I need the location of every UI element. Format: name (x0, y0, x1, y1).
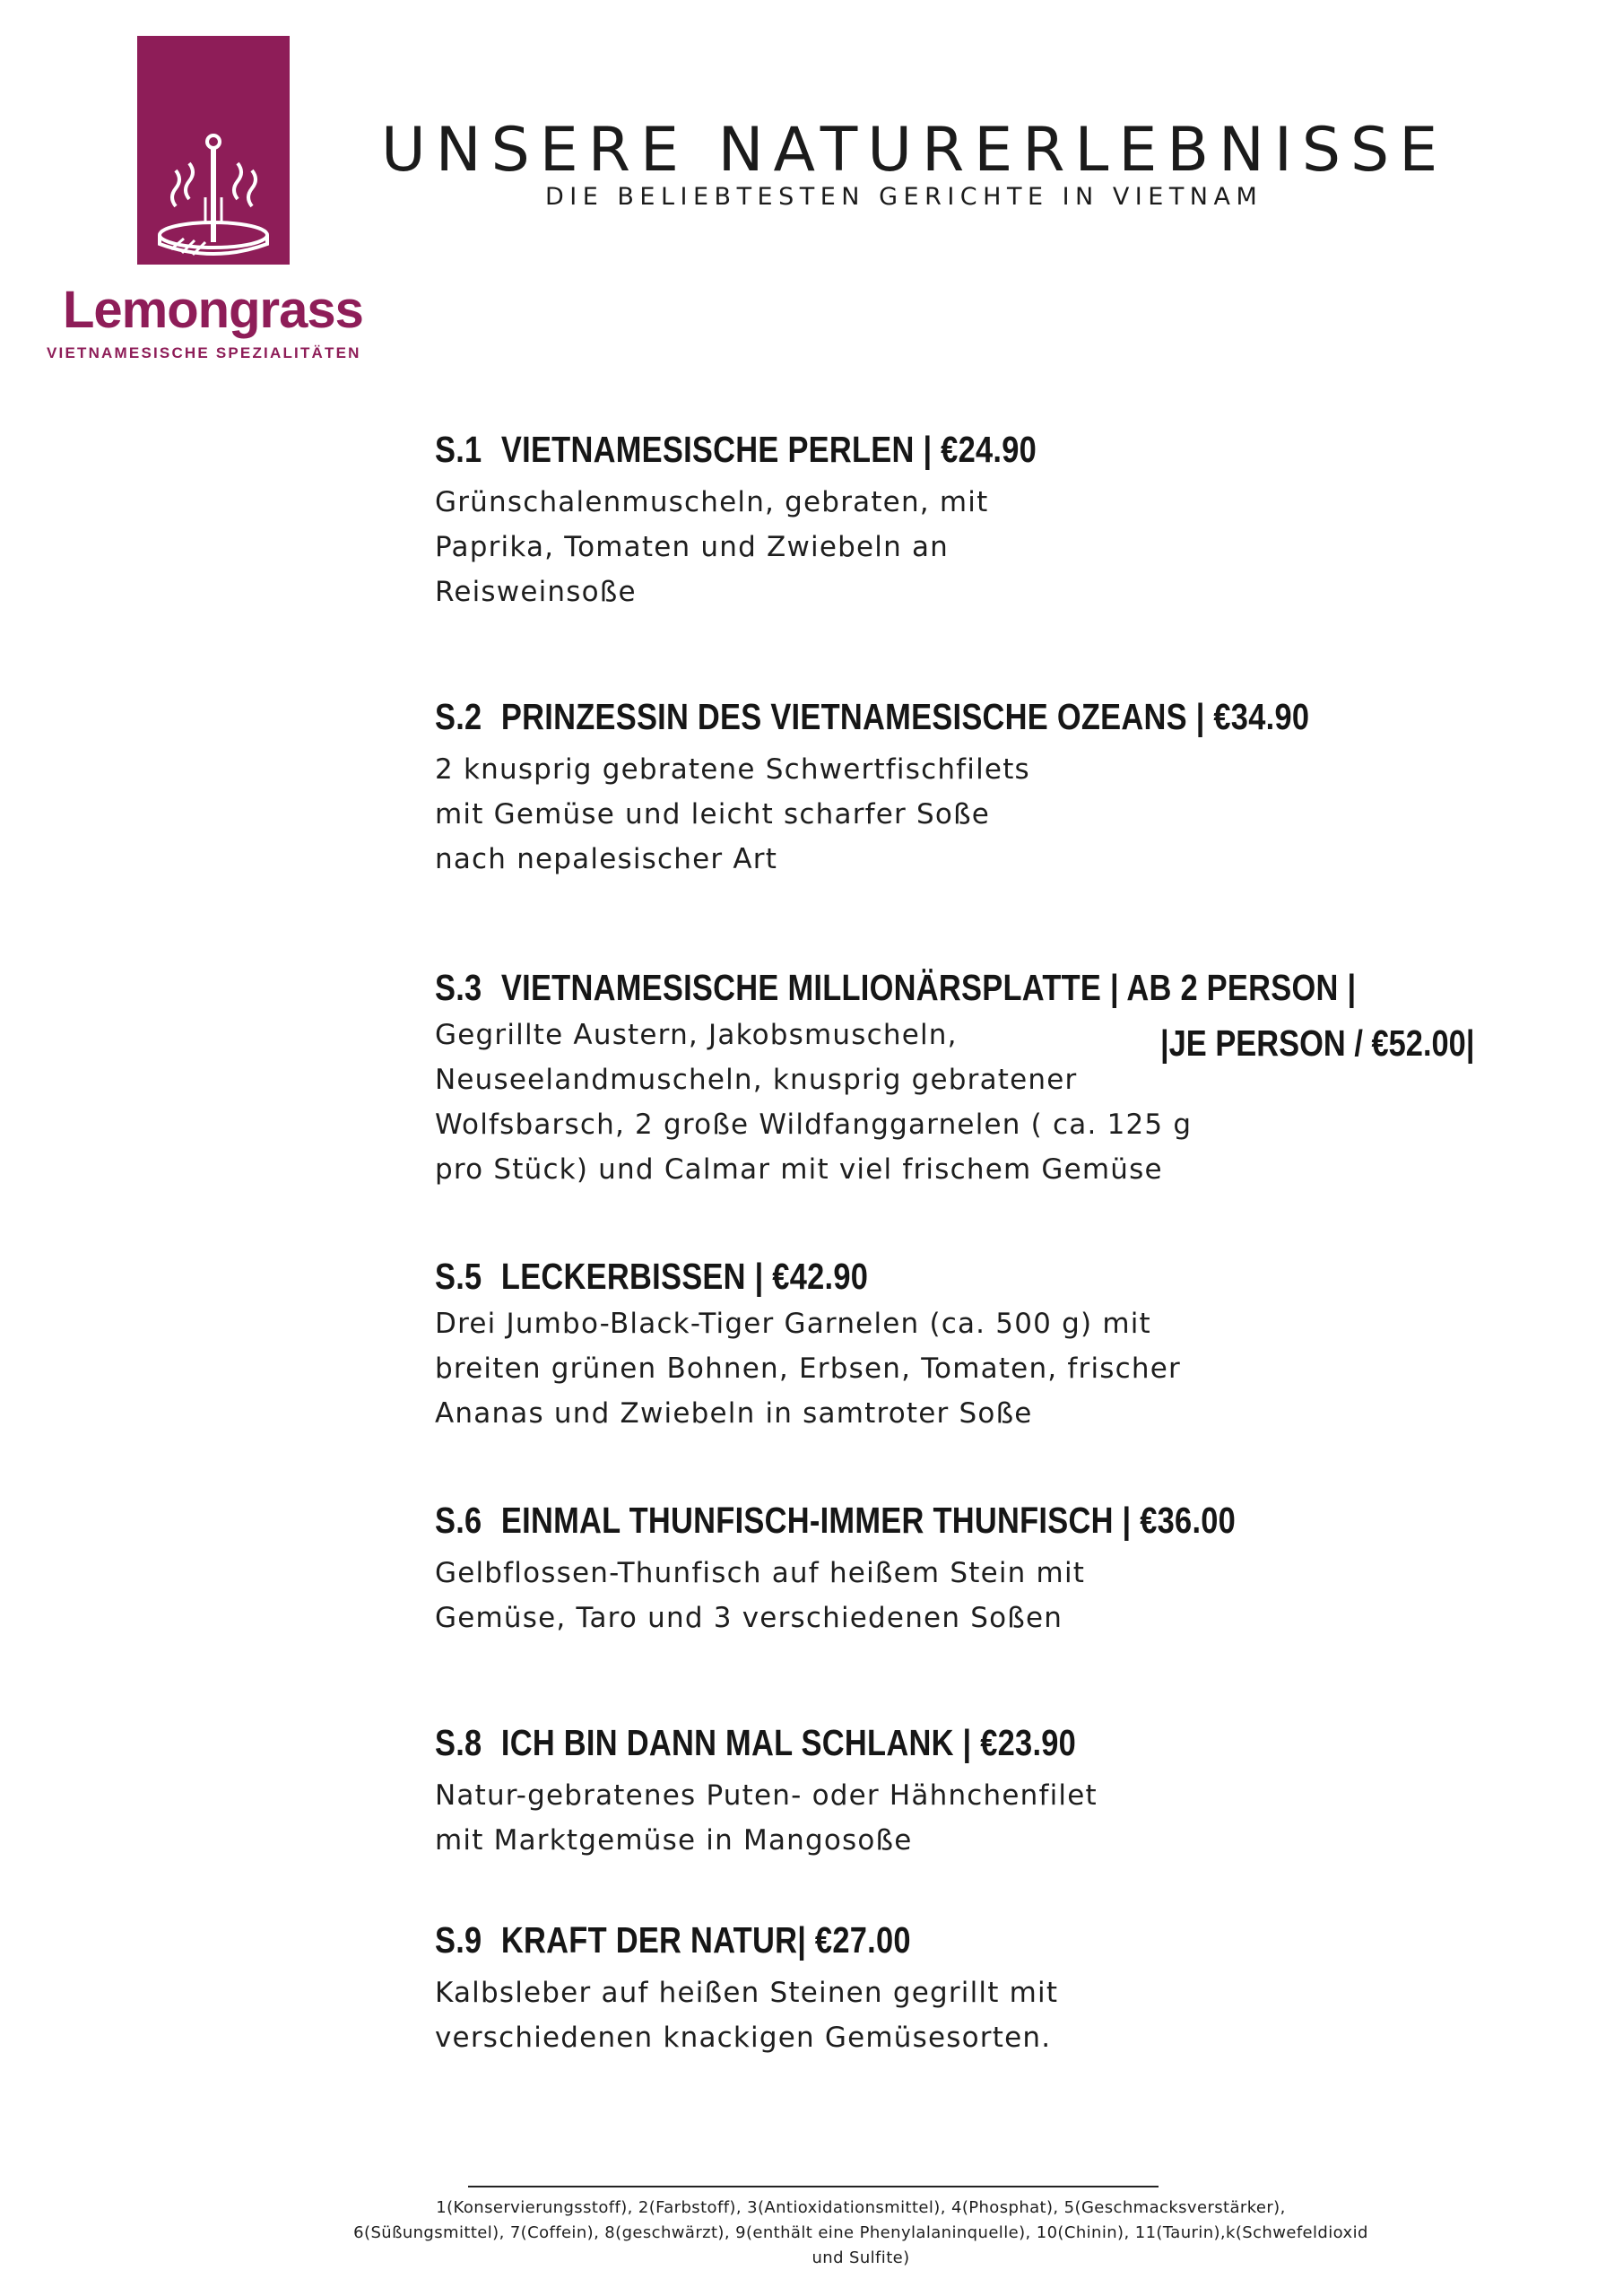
description-line: Wolfsbarsch, 2 große Wildfanggarnelen ( ca. 125 g (435, 1109, 1193, 1141)
dish-heading (435, 696, 1414, 738)
grill-plate-icon (137, 36, 290, 265)
description-line: 2 knusprig gebratene Schwertfischfilets (435, 753, 1030, 786)
description-line: Gegrillte Austern, Jakobsmuscheln, (435, 1019, 958, 1051)
menu-item (435, 696, 1601, 882)
logo-mark (137, 36, 290, 265)
brand-name: Lemongrass (63, 281, 363, 339)
dish-title: EINMAL THUNFISCH-IMMER THUNFISCH | €36.00 (500, 1500, 1237, 1541)
description-line: nach nepalesischer Art (435, 843, 778, 875)
brand-tagline: VIETNAMESISCHE SPEZIALITÄTEN (47, 344, 361, 361)
dish-code: S.6 (435, 1500, 482, 1541)
description-line: breiten grünen Bohnen, Erbsen, Tomaten, frischer (435, 1352, 1181, 1385)
description-line: Paprika, Tomaten und Zwiebeln an (435, 531, 950, 563)
description-line: Kalbsleber auf heißen Steinen gegrillt mit (435, 1977, 1059, 2009)
dish-heading (435, 429, 1414, 471)
dish-heading (435, 1500, 1414, 1542)
dish-title: LECKERBISSEN | €42.90 (500, 1256, 869, 1297)
dish-heading (435, 1256, 1414, 1298)
dish-code: S.8 (435, 1722, 482, 1763)
description-line: Grünschalenmuscheln, gebraten, mit (435, 486, 989, 518)
page-title: UNSERE NATURERLEBNISSE (381, 115, 1448, 186)
dish-code: S.2 (435, 696, 482, 737)
description-line: mit Gemüse und leicht scharfer Soße (435, 798, 991, 831)
dish-description (435, 1970, 1601, 2060)
description-line: Natur-gebratenes Puten- oder Hähnchenfilet (435, 1779, 1098, 1812)
menu-item (435, 429, 1601, 614)
menu-item (435, 1500, 1601, 1640)
description-line: Drei Jumbo-Black-Tiger Garnelen (ca. 500 g) mit (435, 1308, 1151, 1340)
description-line: pro Stück) und Calmar mit viel frischem Gemüse (435, 1153, 1163, 1186)
dish-description (435, 1301, 1601, 1436)
dish-code: S.3 (435, 967, 482, 1008)
dish-title: VIETNAMESISCHE MILLIONÄRSPLATTE | AB 2 PERSON | (500, 967, 1357, 1008)
dish-description (435, 1773, 1601, 1863)
menu-item (435, 967, 1601, 1192)
dish-description (435, 1551, 1601, 1640)
description-line: Ananas und Zwiebeln in samtroter Soße (435, 1397, 1033, 1430)
dish-code: S.5 (435, 1256, 482, 1297)
dish-title: PRINZESSIN DES VIETNAMESISCHE OZEANS | €34.90 (500, 696, 1310, 737)
description-line: verschiedenen knackigen Gemüsesorten. (435, 2022, 1052, 2054)
menu-item (435, 1722, 1601, 1863)
dish-title: KRAFT DER NATUR| €27.00 (500, 1919, 911, 1961)
dish-heading (435, 1722, 1414, 1764)
menu-item (435, 1256, 1601, 1436)
per-person-price: |JE PERSON / €52.00| (1160, 1022, 1475, 1064)
dish-title: VIETNAMESISCHE PERLEN | €24.90 (500, 429, 1037, 470)
dish-code: S.1 (435, 429, 482, 470)
description-line: Gelbflossen-Thunfisch auf heißem Stein mit (435, 1557, 1086, 1589)
menu-item (435, 1919, 1601, 2060)
dish-heading (435, 1919, 1414, 1961)
allergen-footnotes (224, 2196, 1497, 2271)
dish-title: ICH BIN DANN MAL SCHLANK | €23.90 (500, 1722, 1077, 1763)
page-subtitle: DIE BELIEBTESTEN GERICHTE IN VIETNAM (545, 183, 1263, 211)
dish-description (435, 480, 1601, 614)
description-line: Gemüse, Taro und 3 verschiedenen Soßen (435, 1602, 1063, 1634)
footnote-line: und Sulfite) (812, 2248, 910, 2267)
dish-heading (435, 967, 1414, 1009)
description-line: Neuseelandmuscheln, knusprig gebratener (435, 1064, 1078, 1096)
footnote-line: 1(Konservierungsstoff), 2(Farbstoff), 3(Antioxidationsmittel), 4(Phosphat), 5(Geschmacksverstärker), (436, 2198, 1286, 2217)
description-line: mit Marktgemüse in Mangosoße (435, 1824, 913, 1857)
description-line: Reisweinsoße (435, 576, 637, 608)
footnote-divider (468, 2186, 1159, 2187)
dish-code: S.9 (435, 1919, 482, 1961)
dish-description (435, 747, 1601, 882)
footnote-line: 6(Süßungsmittel), 7(Coffein), 8(geschwärzt), 9(enthält eine Phenylalaninquelle), 10(Chinin), 11(Taurin),k(Schwefeldioxid (353, 2223, 1368, 2242)
